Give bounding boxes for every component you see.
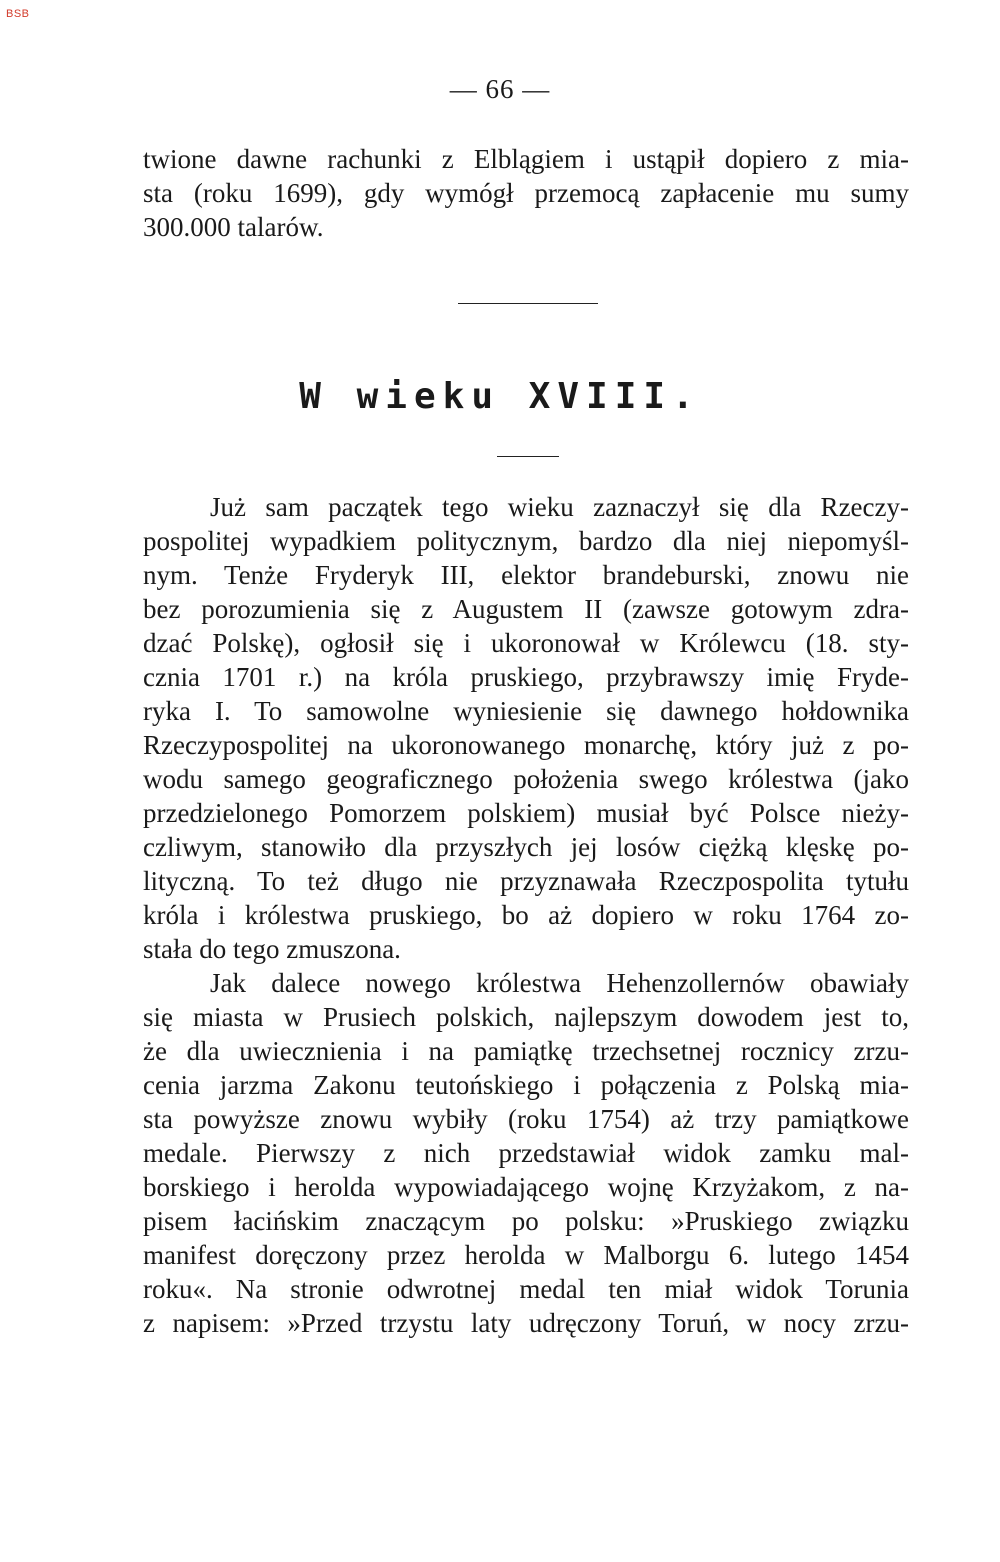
text-line: pisem łacińskim znaczącym po polsku: »Pruskiego związku bbox=[143, 1206, 909, 1236]
text-line: przedzielonego Pomorzem polskiem) musiał być Polsce nieży- bbox=[143, 798, 909, 828]
text-line: stała do tego zmuszona. bbox=[143, 934, 401, 964]
text-line: Jak dalece nowego królestwa Hehenzollernów obawiały bbox=[210, 968, 909, 998]
text-line: króla i królestwa pruskiego, bo aż dopiero w roku 1764 zo- bbox=[143, 900, 909, 930]
page-number: — 66 — bbox=[449, 74, 551, 104]
text-line: nym. Tenże Fryderyk III, elektor brandeburski, znowu nie bbox=[143, 560, 909, 590]
text-line: wodu samego geograficznego położenia swego królestwa (jako bbox=[143, 764, 909, 794]
text-line: dzać Polskę), ogłosił się i ukoronował w Królewcu (18. sty- bbox=[143, 628, 909, 658]
text-line: roku«. Na stronie odwrotnej medal ten miał widok Torunia bbox=[143, 1274, 909, 1304]
section-divider bbox=[458, 303, 598, 304]
text-line: z napisem: »Przed trzystu laty udręczony Toruń, w nocy zrzu- bbox=[143, 1308, 909, 1338]
text-line: ryka I. To samowolne wyniesienie się dawnego hołdownika bbox=[143, 696, 909, 726]
chapter-body bbox=[143, 490, 909, 1340]
chapter-heading: W wieku XVIII. bbox=[299, 376, 701, 417]
heading-underline bbox=[497, 456, 559, 457]
text-line: cznia 1701 r.) na króla pruskiego, przybrawszy imię Fryde- bbox=[143, 662, 909, 692]
text-line: cenia jarzma Zakonu teutońskiego i połączenia z Polską mia- bbox=[143, 1070, 909, 1100]
text-line: lityczną. To też długo nie przyznawała Rzeczpospolita tytułu bbox=[143, 866, 909, 896]
continued-paragraph bbox=[143, 142, 909, 244]
text-line: bez porozumienia się z Augustem II (zawsze gotowym zdra- bbox=[143, 594, 909, 624]
text-line: 300.000 talarów. bbox=[143, 212, 324, 242]
text-line: twione dawne rachunki z Elblągiem i ustąpił dopiero z mia- bbox=[143, 144, 909, 174]
library-watermark: BSB bbox=[6, 8, 30, 20]
text-line: pospolitej wypadkiem politycznym, bardzo dla niej niepomyśl- bbox=[143, 526, 909, 556]
text-line: czliwym, stanowiło dla przyszłych jej losów ciężką klęskę po- bbox=[143, 832, 909, 862]
text-line: borskiego i herolda wypowiadającego wojnę Krzyżakom, z na- bbox=[143, 1172, 909, 1202]
text-line: Już sam paczątek tego wieku zaznaczył się dla Rzeczy- bbox=[210, 492, 909, 522]
text-line: Rzeczypospolitej na ukoronowanego monarchę, który już z po- bbox=[143, 730, 909, 760]
text-line: sta (roku 1699), gdy wymógł przemocą zapłacenie mu sumy bbox=[143, 178, 909, 208]
text-line: że dla uwiecznienia i na pamiątkę trzechsetnej rocznicy zrzu- bbox=[143, 1036, 909, 1066]
text-line: się miasta w Prusiech polskich, najlepszym dowodem jest to, bbox=[143, 1002, 909, 1032]
text-line: manifest doręczony przez herolda w Malborgu 6. lutego 1454 bbox=[143, 1240, 909, 1270]
text-line: medale. Pierwszy z nich przedstawiał widok zamku mal- bbox=[143, 1138, 909, 1168]
text-line: sta powyższe znowu wybiły (roku 1754) aż trzy pamiątkowe bbox=[143, 1104, 909, 1134]
